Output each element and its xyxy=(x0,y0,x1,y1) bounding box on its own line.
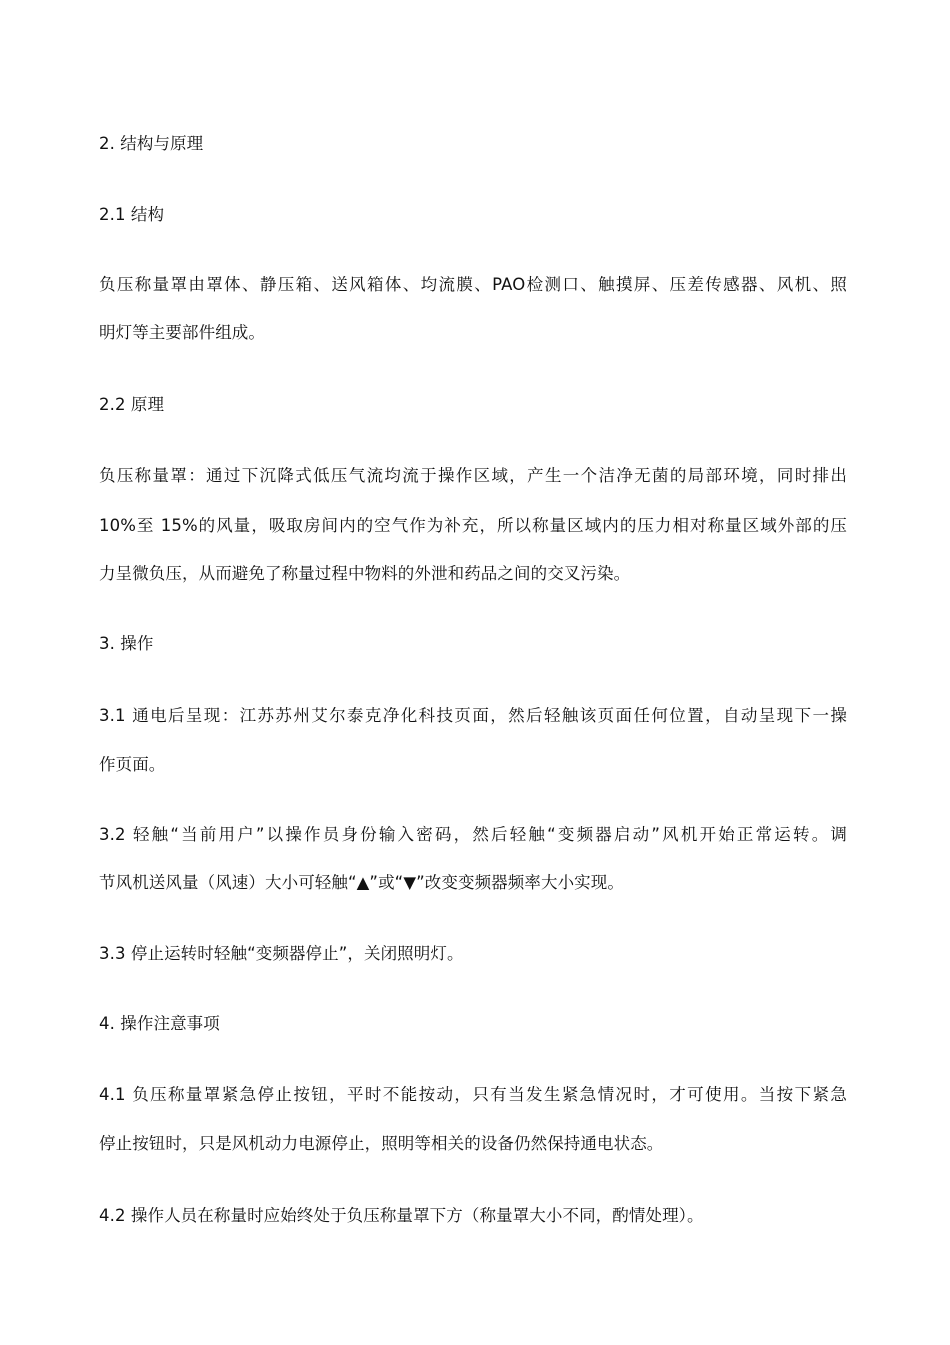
heading-2-2: 2.2 原理 xyxy=(99,395,165,414)
heading-2-1: 2.1 结构 xyxy=(99,205,165,224)
paragraph-3-2-line-2: 节风机送风量（风速）大小可轻触“▲”或“▼”改变变频器频率大小实现。 xyxy=(99,873,624,892)
paragraph-3-1-line-2: 作页面。 xyxy=(99,755,166,774)
paragraph-3-3: 3.3 停止运转时轻触“变频器停止”，关闭照明灯。 xyxy=(99,944,464,963)
paragraph-2-1-line-1: 负压称量罩由罩体、静压箱、送风箱体、均流膜、PAO检测口、触摸屏、压差传感器、风机、照 xyxy=(99,275,847,294)
paragraph-3-2-line-1: 3.2 轻触“当前用户”以操作员身份输入密码，然后轻触“变频器启动”风机开始正常运转。调 xyxy=(99,825,847,844)
paragraph-3-1-line-1: 3.1 通电后呈现：江苏苏州艾尔泰克净化科技页面，然后轻触该页面任何位置，自动呈现下一操 xyxy=(99,706,847,725)
heading-3: 3. 操作 xyxy=(99,634,154,653)
paragraph-2-2-line-3: 力呈微负压，从而避免了称量过程中物料的外泄和药品之间的交叉污染。 xyxy=(99,564,631,583)
paragraph-2-1-line-2: 明灯等主要部件组成。 xyxy=(99,323,265,342)
paragraph-4-1-line-2: 停止按钮时，只是风机动力电源停止，照明等相关的设备仍然保持通电状态。 xyxy=(99,1134,664,1153)
heading-4: 4. 操作注意事项 xyxy=(99,1014,220,1033)
paragraph-2-2-line-2: 10%至 15%的风量，吸取房间内的空气作为补充，所以称量区域内的压力相对称量区域外部的压 xyxy=(99,516,847,535)
paragraph-4-1-line-1: 4.1 负压称量罩紧急停止按钮，平时不能按动，只有当发生紧急情况时，才可使用。当按下紧急 xyxy=(99,1085,847,1104)
heading-2: 2. 结构与原理 xyxy=(99,134,204,153)
paragraph-4-2: 4.2 操作人员在称量时应始终处于负压称量罩下方（称量罩大小不同，酌情处理）。 xyxy=(99,1206,704,1225)
paragraph-2-2-line-1: 负压称量罩：通过下沉降式低压气流均流于操作区域，产生一个洁净无菌的局部环境，同时排出 xyxy=(99,466,847,485)
